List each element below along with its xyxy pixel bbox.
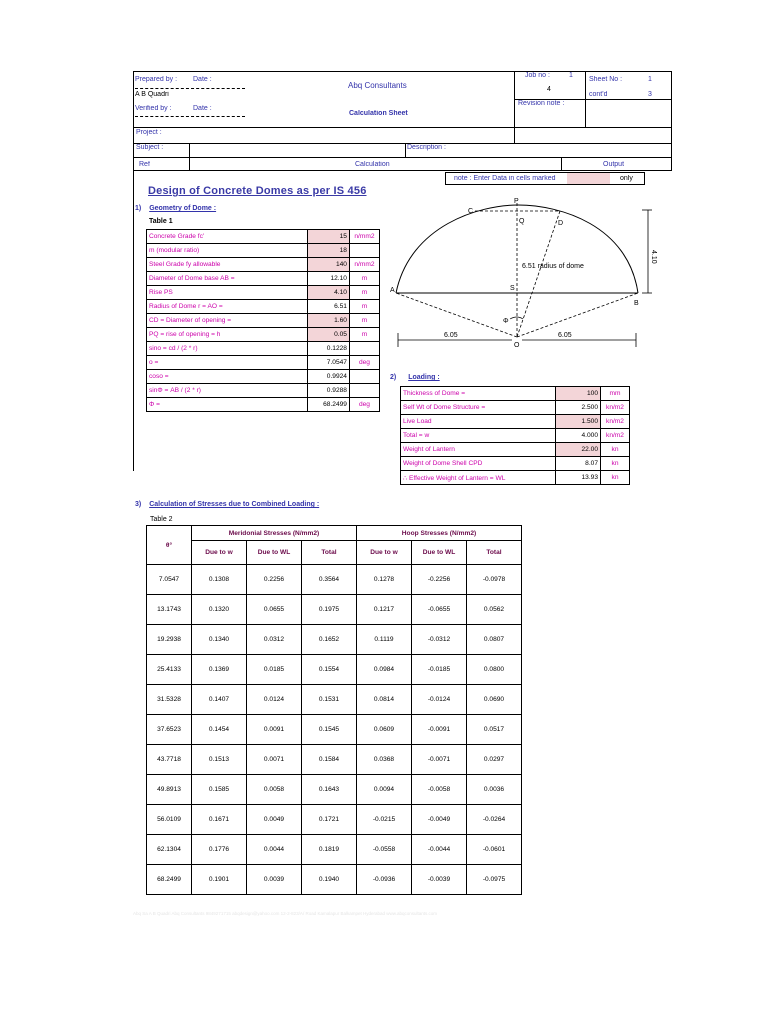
geometry-label: PQ = rise of opening = h: [147, 328, 308, 342]
header-block: [133, 71, 671, 171]
geometry-label: m (modular ratio): [147, 244, 308, 258]
geometry-row: [147, 286, 380, 300]
loading-label: Weight of Dome Shell CPD: [401, 457, 556, 471]
stress-row: [147, 805, 522, 835]
stress-cell: 0.1513: [192, 745, 247, 775]
geometry-unit: m: [349, 286, 379, 300]
stress-cell: 0.1545: [302, 715, 357, 745]
note-text: note : Enter Data in cells marked: [454, 175, 556, 182]
section3-heading: [135, 501, 319, 508]
loading-value: 2.500: [556, 401, 601, 415]
stress-cell: 0.1721: [302, 805, 357, 835]
theta-cell: 49.8913: [147, 775, 192, 805]
stress-cell: -0.0044: [412, 835, 467, 865]
stress-cell: 0.1308: [192, 565, 247, 595]
stress-row: [147, 715, 522, 745]
job-no-label: Job no :: [525, 72, 550, 79]
stress-cell: 0.0609: [357, 715, 412, 745]
stress-row: [147, 595, 522, 625]
geometry-unit: m: [349, 314, 379, 328]
calculation-label: Calculation: [355, 161, 390, 168]
stress-cell: -0.0975: [467, 865, 522, 895]
loading-row: [401, 387, 630, 401]
loading-label: Self Wt of Dome Structure =: [401, 401, 556, 415]
stress-cell: 0.1975: [302, 595, 357, 625]
loading-value: 4.000: [556, 429, 601, 443]
geometry-row: [147, 342, 380, 356]
section2-heading: [390, 374, 440, 381]
stress-cell: -0.0071: [412, 745, 467, 775]
geometry-label: CD = Diameter of opening =: [147, 314, 308, 328]
geometry-table: [146, 229, 380, 412]
table1-label: Table 1: [149, 218, 173, 225]
theta-cell: 37.6523: [147, 715, 192, 745]
stress-cell: 0.1671: [192, 805, 247, 835]
stress-cell: 0.0800: [467, 655, 522, 685]
page-footer: Abq Sa A B Quadri Abq Consultants 9849271715 abqdesign@yahoo.com 12-2-823/A/ Road Kamalapur Balkampet Hyderabad www.abqconsultants.com: [133, 911, 438, 916]
stress-cell: 0.3564: [302, 565, 357, 595]
stress-cell: -0.0936: [357, 865, 412, 895]
theta-header: θ°: [147, 526, 192, 565]
stress-cell: 0.1369: [192, 655, 247, 685]
loading-label: Live Load: [401, 415, 556, 429]
stress-cell: 0.0058: [247, 775, 302, 805]
section2-number: 2): [390, 374, 397, 381]
geometry-value[interactable]: 0.05: [307, 328, 349, 342]
stress-cell: 0.1585: [192, 775, 247, 805]
stress-cell: 0.0368: [357, 745, 412, 775]
stress-cell: -0.0601: [467, 835, 522, 865]
geometry-row: [147, 258, 380, 272]
stress-row: [147, 685, 522, 715]
stress-subheader: Total: [467, 541, 522, 565]
sheet-title: Calculation Sheet: [349, 110, 408, 117]
sheet-no-value: 1: [648, 76, 652, 83]
stress-cell: 0.0044: [247, 835, 302, 865]
geometry-value: 0.9288: [307, 384, 349, 398]
sheet-no-label: Sheet No :: [589, 76, 623, 83]
stress-cell: -0.0558: [357, 835, 412, 865]
stress-cell: 0.0091: [247, 715, 302, 745]
stress-cell: 0.1531: [302, 685, 357, 715]
stress-subheader: Due to WL: [412, 541, 467, 565]
preparer-name: A B Quadri: [135, 91, 169, 98]
label-a: A: [390, 287, 395, 294]
stress-cell: 0.1454: [192, 715, 247, 745]
label-o: O: [514, 342, 520, 349]
geometry-label: Concrete Grade fc': [147, 230, 308, 244]
table2-label: Table 2: [150, 516, 173, 523]
theta-cell: 13.1743: [147, 595, 192, 625]
section3-number: 3): [135, 501, 142, 508]
geometry-label: o =: [147, 356, 308, 370]
geometry-unit: deg: [349, 398, 379, 412]
rise-label: 4.10: [650, 250, 657, 264]
stress-cell: -0.0312: [412, 625, 467, 655]
stress-cell: 0.1278: [357, 565, 412, 595]
verified-by-label: Verified by :: [135, 105, 172, 112]
stress-subheader: Due to WL: [247, 541, 302, 565]
label-d: D: [558, 220, 564, 227]
geometry-row: [147, 300, 380, 314]
output-label: Output: [603, 161, 625, 168]
contd-value: 3: [648, 91, 652, 98]
stress-subheader: Total: [302, 541, 357, 565]
stress-cell: -0.0215: [357, 805, 412, 835]
geometry-unit: n/mm2: [349, 258, 379, 272]
loading-row: [401, 429, 630, 443]
section1-title: Geometry of Dome :: [149, 205, 217, 212]
loading-row: [401, 471, 630, 485]
stress-row: [147, 565, 522, 595]
loading-unit: kn/m2: [601, 429, 630, 443]
geometry-label: coso =: [147, 370, 308, 384]
stress-cell: 0.0297: [467, 745, 522, 775]
stress-cell: 0.1776: [192, 835, 247, 865]
geometry-unit: m: [349, 300, 379, 314]
geometry-row: [147, 244, 380, 258]
stress-cell: -0.0978: [467, 565, 522, 595]
stress-cell: 0.0655: [247, 595, 302, 625]
dome-diagram: [390, 195, 660, 355]
loading-label: Total = w: [401, 429, 556, 443]
section1-heading: [135, 205, 216, 212]
geometry-label: Diameter of Dome base AB =: [147, 272, 308, 286]
stress-cell: 0.1217: [357, 595, 412, 625]
geometry-row: [147, 384, 380, 398]
geometry-unit: [349, 384, 379, 398]
geometry-unit: deg: [349, 356, 379, 370]
loading-unit: kn: [601, 471, 630, 485]
loading-unit: kn/m2: [601, 401, 630, 415]
geometry-label: Rise PS: [147, 286, 308, 300]
stress-cell: -0.0039: [412, 865, 467, 895]
stress-row: [147, 655, 522, 685]
stress-cell: -0.0185: [412, 655, 467, 685]
page-title: Design of Concrete Domes as per IS 456: [148, 185, 367, 197]
loading-table: [400, 386, 630, 485]
geometry-label: Radius of Dome r = AO =: [147, 300, 308, 314]
stress-cell: 0.0036: [467, 775, 522, 805]
geometry-unit: n/mm2: [349, 230, 379, 244]
job-no-value: 1: [569, 72, 573, 79]
stress-cell: 0.1584: [302, 745, 357, 775]
loading-value: 13.93: [556, 471, 601, 485]
radius-label: 6.51 radius of dome: [522, 263, 584, 270]
label-q: Q: [519, 218, 525, 225]
geometry-value: 7.0547: [307, 356, 349, 370]
geometry-label: sinΦ = AB / (2 * r): [147, 384, 308, 398]
geometry-unit: [349, 370, 379, 384]
stress-cell: 0.1652: [302, 625, 357, 655]
loading-label: Weight of Lantern: [401, 443, 556, 457]
stress-cell: -0.0091: [412, 715, 467, 745]
geometry-unit: m: [349, 272, 379, 286]
stress-cell: 0.1407: [192, 685, 247, 715]
input-color-swatch: [567, 173, 610, 184]
half-left-label: 6.05: [444, 332, 458, 339]
loading-row: [401, 415, 630, 429]
loading-row: [401, 401, 630, 415]
stress-cell: 0.1119: [357, 625, 412, 655]
geometry-unit: [349, 342, 379, 356]
loading-row: [401, 443, 630, 457]
stress-cell: 0.0814: [357, 685, 412, 715]
geometry-row: [147, 230, 380, 244]
stress-row: [147, 865, 522, 895]
section3-title: Calculation of Stresses due to Combined Loading :: [149, 501, 320, 508]
loading-label: ∴ Effective Weight of Lantern = WL: [401, 471, 556, 485]
subject-label: Subject :: [136, 144, 164, 151]
stress-cell: 0.1554: [302, 655, 357, 685]
theta-cell: 43.7718: [147, 745, 192, 775]
stress-cell: 0.0124: [247, 685, 302, 715]
geometry-value[interactable]: 15: [307, 230, 349, 244]
contd-label: cont'd: [589, 91, 608, 98]
geometry-unit: m: [349, 328, 379, 342]
geometry-value[interactable]: 18: [307, 244, 349, 258]
geometry-value[interactable]: 140: [307, 258, 349, 272]
theta-cell: 62.1304: [147, 835, 192, 865]
stress-cell: 0.0071: [247, 745, 302, 775]
loading-value[interactable]: 22.00: [556, 443, 601, 457]
stress-row: [147, 775, 522, 805]
geometry-row: [147, 328, 380, 342]
theta-cell: 7.0547: [147, 565, 192, 595]
description-label: Description :: [407, 144, 446, 151]
stress-cell: -0.0124: [412, 685, 467, 715]
geometry-row: [147, 272, 380, 286]
stress-row: [147, 745, 522, 775]
company-name: Abq Consultants: [348, 81, 407, 90]
label-s: S: [510, 285, 515, 292]
stress-cell: 0.0049: [247, 805, 302, 835]
section2-title: Loading :: [408, 374, 440, 381]
geometry-value: 6.51: [307, 300, 349, 314]
theta-cell: 19.2938: [147, 625, 192, 655]
geometry-value: 0.9924: [307, 370, 349, 384]
loading-label: Thickness of Dome =: [401, 387, 556, 401]
section1-number: 1): [135, 205, 142, 212]
loading-unit: mm: [601, 387, 630, 401]
date1-label: Date :: [193, 76, 212, 83]
prepared-by-label: Prepared by :: [135, 76, 178, 83]
note-only: only: [620, 175, 633, 182]
geometry-value[interactable]: 1.60: [307, 314, 349, 328]
label-phi: Φ: [503, 318, 509, 325]
stress-subheader: Due to w: [192, 541, 247, 565]
loading-unit: kn: [601, 457, 630, 471]
geometry-label: sino = cd / (2 * r): [147, 342, 308, 356]
meridional-header: Meridonial Stresses (N/mm2): [192, 526, 357, 541]
geometry-row: [147, 398, 380, 412]
geometry-value: 0.1228: [307, 342, 349, 356]
stress-cell: 0.0039: [247, 865, 302, 895]
stress-cell: 0.1940: [302, 865, 357, 895]
geometry-value: 12.10: [307, 272, 349, 286]
geometry-row: [147, 356, 380, 370]
loading-row: [401, 457, 630, 471]
date2-label: Date :: [193, 105, 212, 112]
theta-cell: 31.5328: [147, 685, 192, 715]
stress-cell: -0.2256: [412, 565, 467, 595]
ref-label: Ref: [139, 161, 150, 168]
loading-value[interactable]: 100: [556, 387, 601, 401]
stress-row: [147, 625, 522, 655]
label-b: B: [634, 300, 639, 307]
stress-cell: -0.0655: [412, 595, 467, 625]
revision-note-label: Revision note :: [518, 100, 565, 107]
stress-cell: 0.0562: [467, 595, 522, 625]
theta-cell: 25.4133: [147, 655, 192, 685]
geometry-label: Steel Grade fy allowable: [147, 258, 308, 272]
geometry-label: Φ =: [147, 398, 308, 412]
stress-cell: 0.1320: [192, 595, 247, 625]
label-p: P: [514, 198, 519, 205]
geometry-value: 68.2499: [307, 398, 349, 412]
geometry-row: [147, 314, 380, 328]
geometry-unit: [349, 244, 379, 258]
theta-cell: 56.0109: [147, 805, 192, 835]
stress-cell: 0.2256: [247, 565, 302, 595]
stress-cell: 0.0312: [247, 625, 302, 655]
stress-table: [146, 525, 522, 895]
note-box: [445, 172, 645, 185]
stress-row: [147, 835, 522, 865]
label-c: C: [468, 208, 474, 215]
hoop-header: Hoop Stresses (N/mm2): [357, 526, 522, 541]
stress-subheader: Due to w: [357, 541, 412, 565]
loading-unit: kn/m2: [601, 415, 630, 429]
stress-cell: 0.1340: [192, 625, 247, 655]
stress-cell: -0.0049: [412, 805, 467, 835]
stress-cell: 0.0517: [467, 715, 522, 745]
stress-cell: 0.1643: [302, 775, 357, 805]
stress-cell: -0.0058: [412, 775, 467, 805]
half-right-label: 6.05: [558, 332, 572, 339]
project-label: Project :: [136, 129, 162, 136]
stress-cell: 0.0185: [247, 655, 302, 685]
stress-cell: -0.0264: [467, 805, 522, 835]
stress-cell: 0.0984: [357, 655, 412, 685]
geometry-row: [147, 370, 380, 384]
theta-cell: 68.2499: [147, 865, 192, 895]
stress-cell: 0.0690: [467, 685, 522, 715]
geometry-value[interactable]: 4.10: [307, 286, 349, 300]
loading-value: 8.07: [556, 457, 601, 471]
loading-unit: kn: [601, 443, 630, 457]
stress-cell: 0.0807: [467, 625, 522, 655]
stress-cell: 0.1901: [192, 865, 247, 895]
job-no-value-2: 4: [547, 86, 551, 93]
stress-cell: 0.0094: [357, 775, 412, 805]
stress-cell: 0.1819: [302, 835, 357, 865]
loading-value[interactable]: 1.500: [556, 415, 601, 429]
